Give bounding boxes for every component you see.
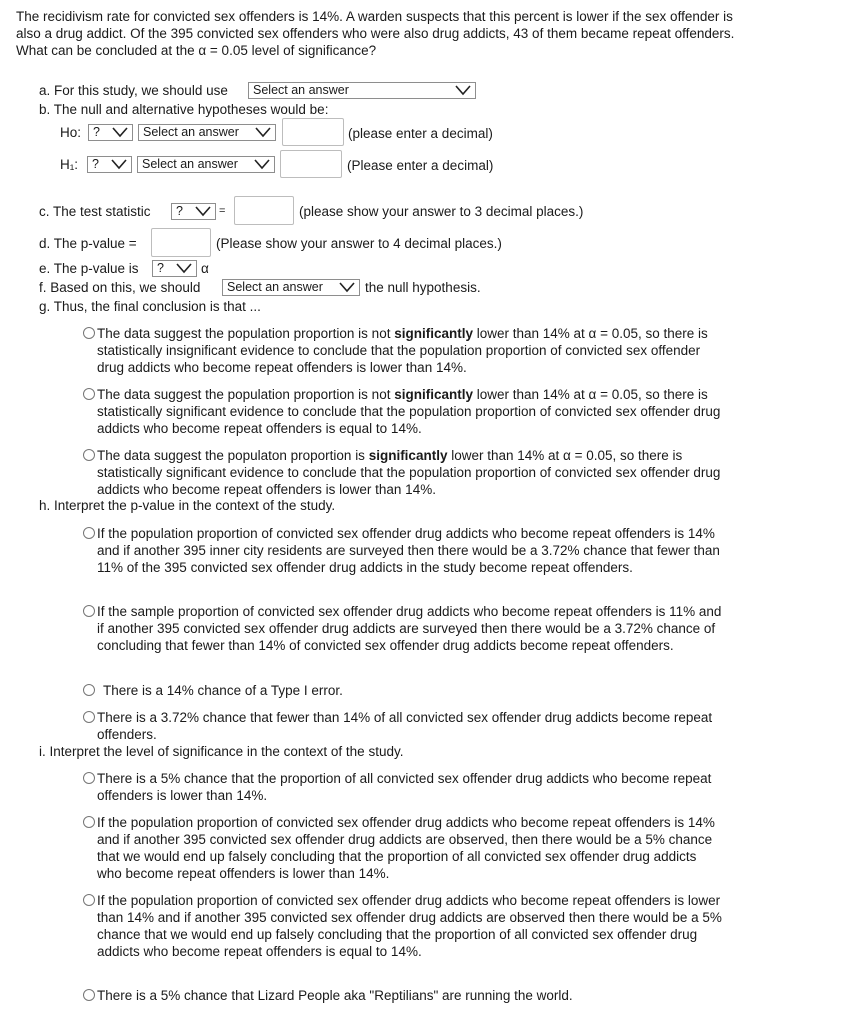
test-statistic-select[interactable]: [171, 203, 216, 220]
radio-button[interactable]: [83, 772, 95, 784]
part-c-label: c. The test statistic: [39, 204, 151, 219]
chevron-down-icon: [455, 85, 471, 96]
h0-label: Ho:: [60, 125, 82, 140]
option-text: If the sample proportion of convicted sex offender drug addicts who become repeat offenders is 11% and if another 395 convicted sex offender drug addicts are surveyed then there would be a 3.72% chance of concluding that fewer than 14% of convicted sex offender drug addicts become repeat offenders.: [97, 604, 722, 653]
part-h-label: h. Interpret the p-value in the context of the study.: [39, 498, 336, 513]
significance-interpretation-option[interactable]: [83, 770, 723, 804]
conclusion-option-text: The data suggest the populaton proportion is significantly lower than 14% at α = 0.05, so there is statistically significant evidence to conclude that the population proportion of convicted sex offender drug addicts who become repeat offenders is lower than 14%.: [97, 448, 721, 497]
radio-button[interactable]: [83, 449, 95, 461]
h0-parameter-value: ?: [93, 125, 100, 139]
part-i-label: i. Interpret the level of significance in the context of the study.: [39, 744, 404, 759]
option-text: There is a 3.72% chance that fewer than 14% of all convicted sex offender drug addicts become repeat offenders.: [97, 710, 713, 742]
chevron-down-icon: [111, 159, 127, 170]
pvalue-interpretation-option[interactable]: [83, 682, 723, 699]
option-text: If the population proportion of convicted sex offender drug addicts who become repeat offenders is lower than 14% and if another 395 convicted sex offender drug addicts are observed then there would be a 5% chance that we would end up falsely concluding that the proportion of all convicted sex offender drug addicts who become repeat offenders is equal to 14%.: [97, 893, 722, 959]
radio-button[interactable]: [83, 711, 95, 723]
conclusion-option[interactable]: [83, 386, 723, 437]
test-type-select[interactable]: [248, 82, 476, 99]
decision-tail-text: the null hypothesis.: [365, 280, 481, 295]
p-value-compare-select[interactable]: [152, 260, 197, 277]
radio-button[interactable]: [83, 894, 95, 906]
h1-label: H₁:: [60, 157, 79, 172]
p-value-input[interactable]: [151, 228, 211, 257]
h1-parameter-select[interactable]: [87, 156, 132, 173]
conclusion-option[interactable]: [83, 325, 723, 376]
h1-value-input[interactable]: [280, 150, 342, 178]
option-text: There is a 14% chance of a Type I error.: [103, 683, 343, 698]
question-text: The recidivism rate for convicted sex offenders is 14%. A warden suspects that this percent is lower if the sex offender is also a drug addict. Of the 395 convicted sex offenders who were also drug addicts, 43 of them became repeat offenders. What can be concluded at the α = 0.05 level of significance?: [16, 9, 735, 58]
radio-button[interactable]: [83, 816, 95, 828]
radio-button[interactable]: [83, 327, 95, 339]
h0-relation-select[interactable]: [138, 124, 276, 141]
radio-button[interactable]: [83, 989, 95, 1001]
pvalue-interpretation-option[interactable]: [83, 525, 723, 576]
radio-button[interactable]: [83, 684, 95, 696]
h1-parameter-value: ?: [92, 157, 99, 171]
part-a-label: a. For this study, we should use: [39, 83, 228, 98]
significance-interpretation-option[interactable]: [83, 892, 723, 960]
test-type-select-value: Select an answer: [253, 83, 349, 97]
part-d-label: d. The p-value =: [39, 236, 137, 251]
conclusion-option[interactable]: [83, 447, 723, 498]
h0-hint: (please enter a decimal): [348, 126, 493, 141]
h1-relation-value: Select an answer: [142, 157, 238, 171]
h0-relation-value: Select an answer: [143, 125, 239, 139]
test-statistic-value: ?: [176, 204, 183, 218]
chevron-down-icon: [339, 282, 355, 293]
conclusion-option-text: The data suggest the population proportion is not significantly lower than 14% at α = 0.05, so there is statistically insignificant evidence to conclude that the population proportion of convicted sex offender drug addicts who become repeat offenders is lower than 14%.: [97, 326, 708, 375]
p-value-compare-value: ?: [157, 261, 164, 275]
test-statistic-hint: (please show your answer to 3 decimal places.): [299, 204, 584, 219]
conclusion-option-text: The data suggest the population proportion is not significantly lower than 14% at α = 0.05, so there is statistically significant evidence to conclude that the population proportion of convicted sex offender drug addicts who become repeat offenders is equal to 14%.: [97, 387, 721, 436]
part-g-label: g. Thus, the final conclusion is that ...: [39, 299, 261, 314]
radio-button[interactable]: [83, 388, 95, 400]
option-text: If the population proportion of convicted sex offender drug addicts who become repeat offenders is 14% and if another 395 inner city residents are surveyed then there would be a 3.72% chance that fewer than 11% of the 395 convicted sex offender drug addicts in the study become repeat offenders.: [97, 526, 720, 575]
pvalue-interpretation-option[interactable]: [83, 709, 723, 743]
part-e-label: e. The p-value is: [39, 261, 139, 276]
chevron-down-icon: [176, 263, 192, 274]
decision-value: Select an answer: [227, 280, 323, 294]
equals-sign: =: [219, 205, 226, 217]
significance-interpretation-option[interactable]: [83, 987, 723, 1004]
part-f-label: f. Based on this, we should: [39, 280, 201, 295]
option-text: There is a 5% chance that the proportion of all convicted sex offender drug addicts who become repeat offenders is lower than 14%.: [97, 771, 712, 803]
alpha-symbol: α: [201, 261, 209, 276]
option-text: There is a 5% chance that Lizard People aka "Reptilians" are running the world.: [97, 988, 573, 1003]
part-b-label: b. The null and alternative hypotheses would be:: [39, 102, 329, 117]
h1-hint: (Please enter a decimal): [347, 158, 494, 173]
h0-value-input[interactable]: [282, 118, 344, 146]
chevron-down-icon: [112, 127, 128, 138]
radio-button[interactable]: [83, 527, 95, 539]
radio-button[interactable]: [83, 605, 95, 617]
option-text: If the population proportion of convicted sex offender drug addicts who become repeat offenders is 14% and if another 395 convicted sex offender drug addicts are observed, then there would be a 5% chance that we would end up falsely concluding that the proportion of all convicted sex offender drug addicts who become repeat offenders is lower than 14%.: [97, 815, 715, 881]
chevron-down-icon: [255, 127, 271, 138]
pvalue-interpretation-option[interactable]: [83, 603, 723, 654]
significance-interpretation-option[interactable]: [83, 814, 723, 882]
h0-parameter-select[interactable]: [88, 124, 133, 141]
test-statistic-input[interactable]: [234, 196, 294, 225]
h1-relation-select[interactable]: [137, 156, 275, 173]
chevron-down-icon: [195, 206, 211, 217]
decision-select[interactable]: [222, 279, 360, 296]
p-value-hint: (Please show your answer to 4 decimal places.): [216, 236, 502, 251]
chevron-down-icon: [254, 159, 270, 170]
